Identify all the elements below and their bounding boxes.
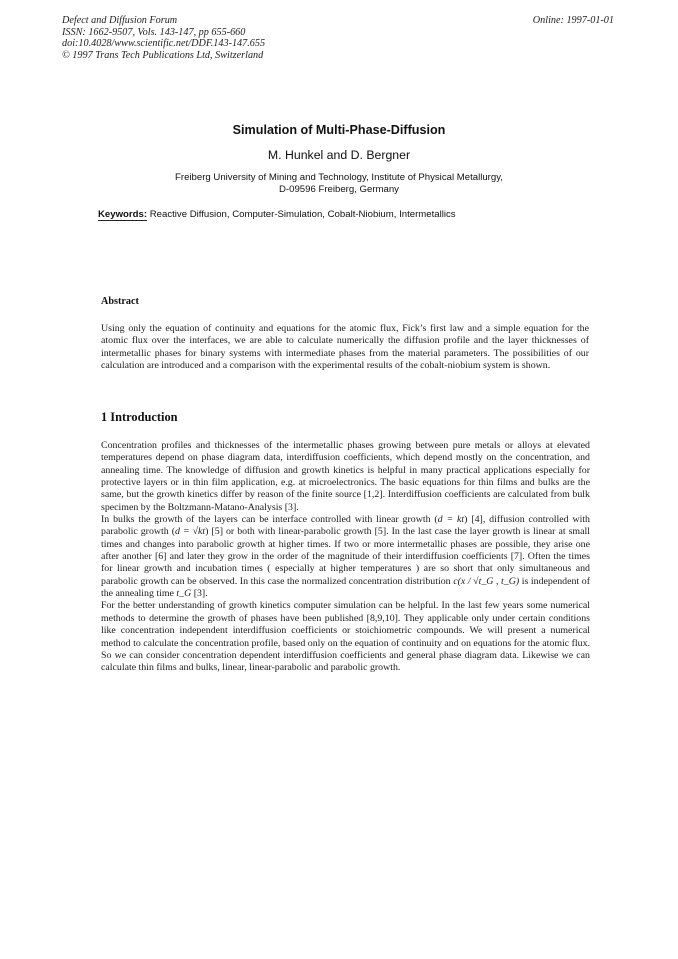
abstract-heading: Abstract — [101, 296, 139, 307]
intro-paragraph-3: For the better understanding of growth kinetics computer simulation can be helpful. In the last few years some numerical methods to determine the growth of phases have been published [8,9,10]. They applicable only under certain conditions like concentration independent interdiffusion coefficients or stoichiometric compounds. We will present a numerical method to calculate the concentration profile, based only on the equation of continuity and on equations for the atomic flux. So we can consider concentration dependent interdiffusion coefficients and general phase diagram data. Likewise we can calculate thin films and bulks, linear, linear-parabolic and parabolic growth. — [101, 600, 590, 674]
journal-name: Defect and Diffusion Forum — [62, 15, 178, 26]
copyright-line: © 1997 Trans Tech Publications Ltd, Switzerland — [62, 49, 264, 61]
p2-text-a: In bulks the growth of the layers can be interface controlled with linear growth ( — [101, 514, 438, 526]
introduction-body — [101, 440, 590, 675]
p2-text-b: ) [4], diffusion controlled with parabolic growth ( — [101, 514, 590, 538]
annealing-time-symbol: t_G — [176, 588, 192, 600]
p2-text-d: is independent of the annealing time — [101, 575, 590, 600]
keywords-label: Keywords: — [98, 209, 148, 220]
p2-text-c: ) [5] or both with linear-parabolic growth [5]. In the last case the layer growth is linear at small times and changes into parabolic growth at higher times. If two or more intermetallic phases are possible, they arise one after another [6] and later they grow in the order of the magnitude of their interdiffusion coefficients [7]. Often the times for linear growth and incubation times ( especially at higher temperatures ) are so short that only simultaneous and parabolic growth can be observed. In this case the normalized concentration distribution — [101, 526, 590, 587]
online-date: Online: 1997-01-01 — [532, 15, 614, 26]
concentration-distribution-equation: c(x / √t_G , t_G) — [453, 575, 520, 587]
parabolic-growth-equation: d = √kt — [175, 526, 206, 538]
linear-growth-equation: d = kt — [437, 514, 465, 526]
affiliation — [0, 172, 678, 197]
introduction-heading: 1 Introduction — [101, 410, 178, 424]
authors: M. Hunkel and D. Bergner — [267, 148, 411, 162]
keywords-text: Reactive Diffusion, Computer-Simulation, Cobalt-Niobium, Intermetallics — [149, 209, 456, 220]
intro-paragraph-2 — [101, 514, 590, 600]
p2-text-e: [3]. — [191, 588, 208, 600]
intro-paragraph-1: Concentration profiles and thicknesses of the intermetallic phases growing between pure metals or alloys at elevated temperatures depend on phase diagram data, interdiffusion coefficients, which depend mostly on the concentration, and annealing time. The knowledge of diffusion and growth kinetics is helpful in many practical applications especially for protective layers or in thin film application, e.g. at microelectronics. The basic equations for thin films and bulks are the same, but the growth kinetics differ by reason of the finite source [1,2]. Interdiffusion coefficients are calculated from bulk specimen by the Boltzmann-Matano-Analysis [3]. — [101, 440, 590, 513]
affiliation-line-1: Freiberg University of Mining and Technology, Institute of Physical Metallurgy, — [175, 172, 503, 183]
paper-title: Simulation of Multi-Phase-Diffusion — [232, 123, 446, 137]
keywords — [98, 209, 456, 220]
issn-line: ISSN: 1662-9507, Vols. 143-147, pp 655-660 — [62, 26, 246, 38]
affiliation-line-2: D-09596 Freiberg, Germany — [279, 184, 399, 196]
journal-header — [62, 15, 382, 61]
doi-line[interactable]: doi:10.4028/www.scientific.net/DDF.143-147.655 — [62, 38, 266, 50]
abstract-body: Using only the equation of continuity and equations for the atomic flux, Fick’s first law and a simple equation for the atomic flux over the interfaces, we are able to calculate numerically the diffusion profile and the layer thicknesses of intermetallic phases for binary systems with intermediate phases from the material parameters. The possibilities of our calculation are introduced and a comparison with the experimental results of the cobalt-niobium system is shown. — [101, 323, 589, 372]
